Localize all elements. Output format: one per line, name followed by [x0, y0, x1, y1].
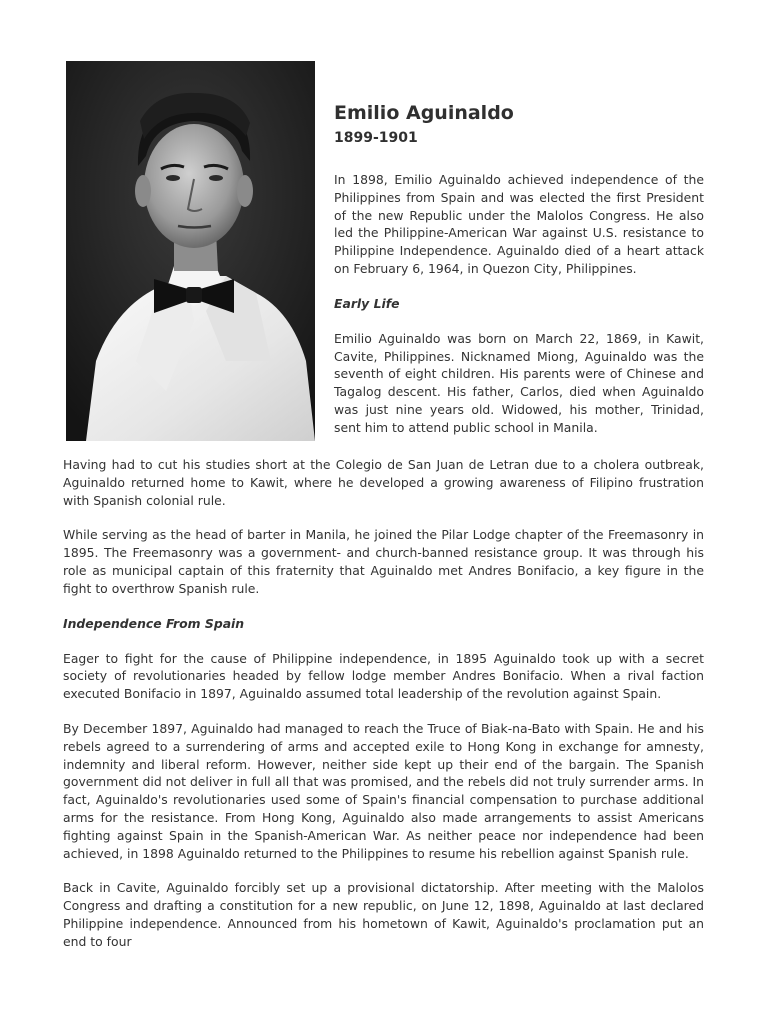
freemasonry-paragraph: While serving as the head of barter in Manila, he joined the Pilar Lodge chapter of the Freemasonry in 1895. The Freemasonry was a government- and church-banned resistance group. It was through his role as municipal captain of this fraternity that Aguinaldo met Andres Bonifacio, a key figure in the fight to overthrow Spanish rule. [63, 527, 704, 596]
cavite-paragraph: Back in Cavite, Aguinaldo forcibly set up a provisional dictatorship. After meeting with the Malolos Congress and drafting a constitution for a new republic, on June 12, 1898, Aguinaldo at last declared Philippine independence. Announced from his hometown of Kawit, Aguinaldo's proclamation put an end to four [63, 880, 704, 949]
term-years: 1899-1901 [334, 130, 418, 146]
portrait-photo-icon [66, 61, 315, 441]
portrait-photo [66, 61, 315, 441]
revolution-paragraph: Eager to fight for the cause of Philippine independence, in 1895 Aguinaldo took up with a secret society of revolutionaries headed by fellow lodge member Andres Bonifacio. When a rival faction executed Bonifacio in 1897, Aguinaldo assumed total leadership of the revolution against Spain. [63, 650, 704, 702]
early-life-paragraph: Emilio Aguinaldo was born on March 22, 1869, in Kawit, Cavite, Philippines. Nicknamed Miong, Aguinaldo was the seventh of eight children. His parents were of Chinese and Tagalog descent. His father, Carlos, died when Aguinaldo was just nine years old. Widowed, his mother, Trinidad, sent him to attend public school in Manila. [334, 330, 704, 435]
page-title: Emilio Aguinaldo [334, 102, 514, 124]
truce-paragraph: By December 1897, Aguinaldo had managed to reach the Truce of Biak-na-Bato with Spain. He and his rebels agreed to a surrendering of arms and accepted exile to Hong Kong in exchange for amnesty, indemnity and liberal reform. However, neither side kept up their end of the bargain. The Spanish government did not deliver in full all that was promised, and the rebels did not truly surrender arms. In fact, Aguinaldo's revolutionaries used some of Spain's financial compensation to purchase additional arms for the resistance. From Hong Kong, Aguinaldo also made arrangements to assist Americans fighting against Spain in the Spanish-American War. As neither peace nor independence had been achieved, in 1898 Aguinaldo returned to the Philippines to resume his rebellion against Spanish rule. [63, 720, 704, 861]
early-life-heading: Early Life [334, 295, 400, 311]
body-section [63, 456, 704, 951]
studies-paragraph: Having had to cut his studies short at the Colegio de San Juan de Letran due to a cholera outbreak, Aguinaldo returned home to Kawit, where he developed a growing awareness of Filipino frustration with Spanish colonial rule. [63, 457, 704, 508]
intro-section [334, 100, 704, 437]
independence-heading: Independence From Spain [63, 615, 245, 631]
intro-paragraph: In 1898, Emilio Aguinaldo achieved independence of the Philippines from Spain and was elected the first President of the new Republic under the Malolos Congress. He also led the Philippine-American War against U.S. resistance to Philippine Independence. Aguinaldo died of a heart attack on February 6, 1964, in Quezon City, Philippines. [334, 172, 704, 276]
